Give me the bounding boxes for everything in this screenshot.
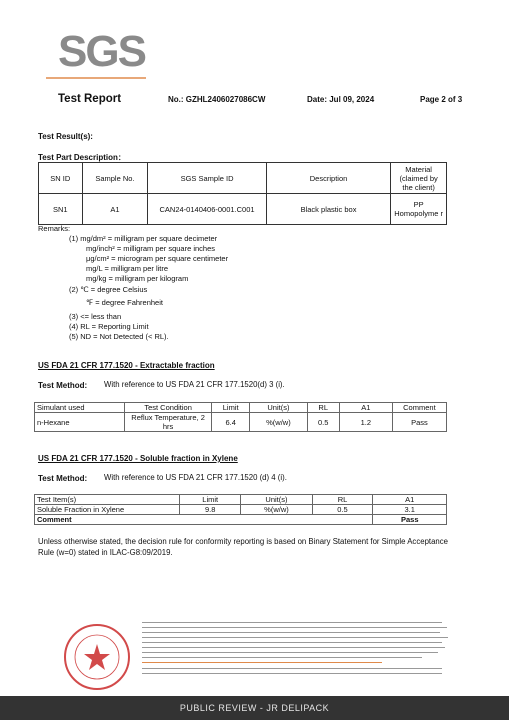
col-simulant: Simulant used: [35, 403, 125, 413]
remark-1c: μg/cm² = microgram per square centimeter: [86, 254, 229, 263]
cell-sn-id: SN1: [39, 194, 83, 225]
report-date: Date: Jul 09, 2024: [307, 95, 375, 104]
remark-1b: mg/inch² = milligram per square inches: [86, 244, 216, 253]
remark-1d: mg/L = milligram per litre: [86, 264, 169, 273]
section2-method-text: With reference to US FDA 21 CFR 177.1520 (d) 4 (i).: [104, 473, 287, 482]
cell-sgs-sample-id: CAN24-0140406-0001.C001: [148, 194, 266, 225]
table-row: [39, 194, 447, 225]
sgs-logo: [58, 27, 145, 80]
page-number: Page 2 of 3: [420, 95, 463, 104]
test-part-heading: Test Part Description：: [38, 153, 126, 162]
remark-2b: ℉ = degree Fahrenheit: [86, 298, 163, 307]
col-material: Material (claimed by the client): [391, 163, 447, 194]
logo-rule: [46, 77, 146, 79]
table-row: [35, 413, 447, 432]
col-comment: Comment: [392, 403, 446, 413]
cell-rl: 0.5: [312, 505, 373, 515]
col-sn-id: SN ID: [39, 163, 83, 194]
col-limit: Limit: [180, 495, 241, 505]
col-units: Unit(s): [241, 495, 312, 505]
col-rl: RL: [312, 495, 373, 505]
table-header-row: [35, 403, 447, 413]
col-a1: A1: [339, 403, 392, 413]
logo-text: SGS: [58, 27, 145, 76]
report-number: No.: GZHL2406027086CW: [168, 95, 266, 104]
cell-simulant: n-Hexane: [35, 413, 125, 432]
xylene-fraction-table: [34, 494, 447, 525]
col-limit: Limit: [212, 403, 250, 413]
col-sample-no: Sample No.: [82, 163, 148, 194]
cell-description: Black plastic box: [266, 194, 391, 225]
table-header-row: [39, 163, 447, 194]
col-description: Description: [266, 163, 391, 194]
cell-rl: 0.5: [307, 413, 339, 432]
cell-units: %(w/w): [250, 413, 307, 432]
col-a1: A1: [373, 495, 447, 505]
extractable-fraction-table: [34, 402, 447, 432]
section2-method-label: Test Method:: [38, 474, 88, 483]
table-header-row: [35, 495, 447, 505]
col-rl: RL: [307, 403, 339, 413]
section1-method-text: With reference to US FDA 21 CFR 177.1520(d) 3 (i).: [104, 380, 285, 389]
cell-comment-value: Pass: [373, 515, 447, 525]
col-sgs-sample-id: SGS Sample ID: [148, 163, 266, 194]
col-test-item: Test Item(s): [35, 495, 180, 505]
cell-test-condition: Reflux Temperature, 2 hrs: [125, 413, 212, 432]
cell-material: PP Homopolyme r: [391, 194, 447, 225]
col-test-condition: Test Condition: [125, 403, 212, 413]
cell-test-item: Soluble Fraction in Xylene: [35, 505, 180, 515]
remark-1e: mg/kg = milligram per kilogram: [86, 274, 189, 283]
company-seal: [62, 622, 132, 692]
part-description-table: [38, 162, 447, 225]
cell-limit: 6.4: [212, 413, 250, 432]
public-review-watermark: PUBLIC REVIEW - JR DELIPACK: [0, 696, 509, 720]
section2-title: US FDA 21 CFR 177.1520 - Soluble fraction in Xylene: [38, 454, 238, 463]
table-row: [35, 515, 447, 525]
col-units: Unit(s): [250, 403, 307, 413]
remarks-title: Remarks:: [38, 224, 71, 233]
cell-units: %(w/w): [241, 505, 312, 515]
test-results-heading: Test Result(s):: [38, 132, 93, 141]
remark-3: (3) <= less than: [69, 312, 122, 321]
cell-comment-label: Comment: [35, 515, 373, 525]
legal-fine-print: [142, 620, 452, 690]
section1-title: US FDA 21 CFR 177.1520 - Extractable fraction: [38, 361, 215, 370]
remark-5: (5) ND = Not Detected (< RL).: [69, 332, 169, 341]
decision-rule-statement: Unless otherwise stated, the decision rule for conformity reporting is based on Binary Statement for Simple Acceptance Rule (w=0) stated in ILAC-G8:09/2019.: [38, 537, 448, 557]
remark-2: (2) ℃ = degree Celsius: [69, 285, 148, 294]
remark-4: (4) RL = Reporting Limit: [69, 322, 149, 331]
cell-a1: 1.2: [339, 413, 392, 432]
remark-1: (1) mg/dm² = milligram per square decimeter: [69, 234, 218, 243]
cell-sample-no: A1: [82, 194, 148, 225]
table-row: [35, 505, 447, 515]
cell-comment: Pass: [392, 413, 446, 432]
cell-limit: 9.8: [180, 505, 241, 515]
cell-a1: 3.1: [373, 505, 447, 515]
report-title: Test Report: [58, 93, 122, 105]
section1-method-label: Test Method:: [38, 381, 88, 390]
